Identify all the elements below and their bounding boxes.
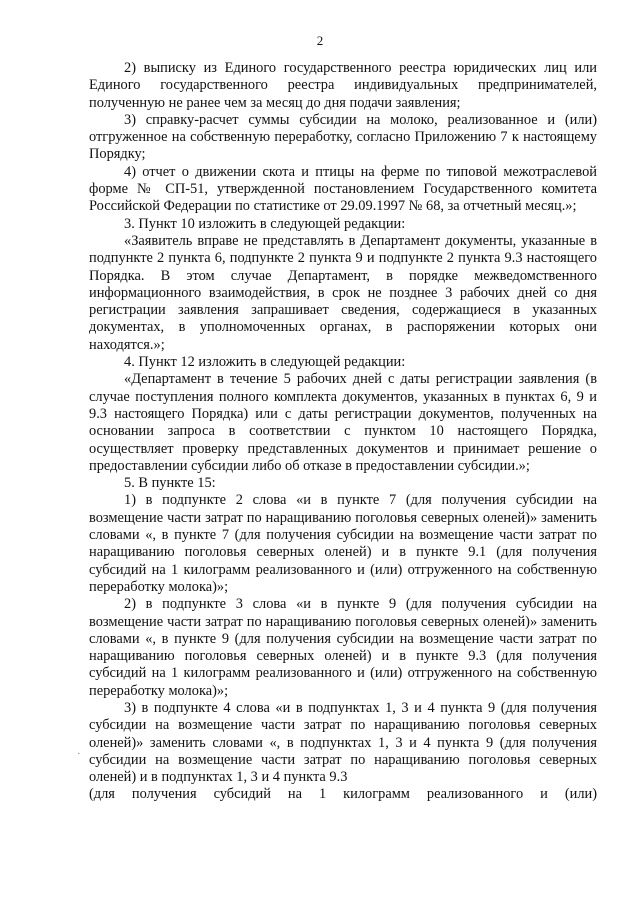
paragraph-item-4-report: 4) отчет о движении скота и птицы на ферме по типовой межотраслевой форме № СП-51, утвержденной постановлением Государственного комитета Российской Федерации по статистике от 29.09.1997 № 68, за отчетный месяц.»; <box>89 163 597 215</box>
paragraph-clause-5-heading: 5. В пункте 15: <box>124 475 216 492</box>
paragraph-clause-5-sub-2: 2) в подпункте 3 слова «и в пункте 9 (для получения субсидии на возмещение части затрат по наращиванию поголовья северных оленей)» заменить словами «, в пункте 9 (для получения субсидии на возмещение части затрат по наращиванию поголовья северных оленей) и в пункте 9.3 (для получения субсидий на 1 килограмм реализованного и (или) отгруженного на собственную переработку молока)»; <box>89 596 597 699</box>
page-number: 2 <box>316 33 324 48</box>
paragraph-clause-3-text: «Заявитель вправе не представлять в Департамент документы, указанные в подпункте 2 пункта 6, подпункте 2 пункта 9 и подпункте 2 пункта 9.3 настоящего Порядка. В этом случае Департамент, в порядке межведомственного информационного взаимодействия, в срок не позднее 3 рабочих дней со дня регистрации заявления запрашивает сведения, содержащиеся в указанных документах, в уполномоченных органах, в распоряжении которых они находятся.»; <box>89 232 597 353</box>
document-body <box>89 60 597 804</box>
margin-mark: · <box>77 748 81 760</box>
paragraph-clause-3-heading: 3. Пункт 10 изложить в следующей редакции: <box>124 215 406 232</box>
paragraph-item-2-extract: 2) выписку из Единого государственного реестра юридических лиц или Единого государственного реестра индивидуальных предпринимателей, полученную не ранее чем за месяц до дня подачи заявления; <box>89 60 597 111</box>
paragraph-clause-5-sub-3: 3) в подпункте 4 слова «и в подпунктах 1, 3 и 4 пункта 9 (для получения субсидии на возмещение части затрат по наращиванию поголовья северных оленей)» заменить словами «, в подпунктах 1, 3 и 4 пункта 9 (для получения субсидии на возмещение части затрат по наращиванию поголовья северных оленей) и в подпунктах 1, 3 и 4 пункта 9.3 <box>89 699 597 786</box>
paragraph-clause-4-text: «Департамент в течение 5 рабочих дней с даты регистрации заявления (в случае поступления полного комплекта документов, указанных в пунктах 6, 9 и 9.3 настоящего Порядка) или с даты регистрации документов, полученных на основании запроса в соответствии с пунктом 10 настоящего Порядка, осуществляет проверку представленных документов и принимает решение о предоставлении субсидии либо об отказе в предоставлении субсидии.»; <box>89 371 597 474</box>
paragraph-item-3-calculation: 3) справку-расчет суммы субсидии на молоко, реализованное и (или) отгруженное на собственную переработку, согласно Приложению 7 к настоящему Порядку; <box>89 111 597 163</box>
paragraph-clause-5-sub-3-continued: (для получения субсидий на 1 килограмм реализованного и (или) <box>89 786 597 803</box>
paragraph-clause-5-sub-1: 1) в подпункте 2 слова «и в пункте 7 (для получения субсидии на возмещение части затрат по наращиванию поголовья северных оленей)» заменить словами «, в пункте 7 (для получения субсидии на возмещение части затрат по наращиванию поголовья северных оленей) и в пункте 9.1 (для получения субсидий на 1 килограмм реализованного и (или) отгруженного на собственную переработку молока)»; <box>89 492 597 595</box>
paragraph-clause-4-heading: 4. Пункт 12 изложить в следующей редакции: <box>124 354 406 371</box>
